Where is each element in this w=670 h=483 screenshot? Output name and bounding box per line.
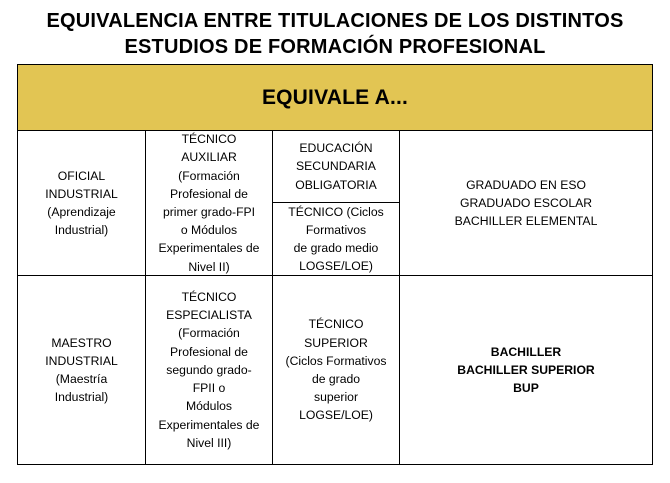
cell-line: Industrial)	[54, 223, 109, 238]
cell-line: SUPERIOR	[304, 335, 368, 350]
cell-line: GRADUADO EN ESO	[466, 177, 586, 192]
cell-line: OFICIAL	[57, 168, 106, 183]
equivalence-table	[17, 64, 653, 465]
cell-line: TÉCNICO (Ciclos	[288, 204, 384, 219]
title-line-2: ESTUDIOS DE FORMACIÓN PROFESIONAL	[124, 36, 546, 58]
cell-line: SECUNDARIA	[296, 159, 376, 174]
cell-line: de grado medio	[293, 241, 379, 255]
cell-line: Formativos	[305, 222, 367, 237]
cell-line: Módulos	[185, 399, 233, 414]
table-header: EQUIVALE A...	[18, 65, 652, 131]
cell-line: BACHILLER SUPERIOR	[457, 362, 595, 377]
cell-line: (Formación	[178, 326, 240, 341]
row2-col3-cell	[273, 276, 399, 464]
cell-line: MAESTRO	[51, 335, 112, 350]
cell-line: AUXILIAR	[181, 150, 237, 165]
title-line-1: EQUIVALENCIA ENTRE TITULACIONES DE LOS DISTINTOS	[46, 10, 624, 32]
cell-line: BUP	[513, 381, 539, 396]
cell-line: Nivel III)	[186, 435, 232, 450]
cell-line: TÉCNICO	[181, 132, 237, 147]
cell-line: BACHILLER ELEMENTAL	[454, 214, 598, 229]
cell-line: (Formación	[178, 168, 240, 183]
cell-line: Profesional de	[170, 344, 248, 359]
cell-line: (Maestría	[55, 372, 108, 386]
row1-col2-cell	[146, 131, 272, 275]
cell-line: Experimentales de	[158, 241, 260, 256]
cell-line: GRADUADO ESCOLAR	[459, 195, 593, 210]
cell-line: Nivel II)	[188, 259, 230, 274]
cell-line: superior	[313, 390, 359, 405]
cell-line: INDUSTRIAL	[45, 353, 118, 368]
cell-line: BACHILLER	[490, 344, 562, 359]
cell-line: EDUCACIÓN	[299, 141, 373, 156]
cell-line: TÉCNICO	[308, 317, 364, 332]
cell-line: (Aprendizaje	[47, 205, 116, 219]
cell-line: LOGSE/LOE)	[299, 408, 373, 423]
row1-col4-cell	[400, 131, 652, 275]
cell-line: de grado	[311, 372, 361, 386]
row1-col3-top-cell	[273, 131, 399, 202]
cell-line: Profesional de	[170, 186, 248, 201]
row2-col4-cell	[400, 276, 652, 464]
cell-line: FPII o	[192, 381, 226, 396]
row2-col1-cell	[18, 276, 145, 464]
cell-line: segundo grado-	[166, 362, 252, 377]
cell-line: primer grado-FPI	[162, 205, 256, 219]
cell-line: Experimentales de	[158, 417, 260, 432]
row2-col2-cell	[146, 276, 272, 464]
cell-line: o Módulos	[180, 223, 238, 238]
cell-line: LOGSE/LOE)	[299, 259, 373, 274]
cell-line: (Ciclos Formativos	[285, 353, 387, 368]
row1-col3-bottom-cell	[273, 203, 399, 275]
cell-line: TÉCNICO	[181, 290, 237, 305]
cell-line: Industrial)	[54, 390, 109, 405]
cell-line: OBLIGATORIA	[295, 177, 377, 192]
cell-line: INDUSTRIAL	[45, 186, 118, 201]
document-title	[0, 8, 670, 60]
row1-col1-cell	[18, 131, 145, 275]
cell-line: ESPECIALISTA	[166, 308, 252, 323]
